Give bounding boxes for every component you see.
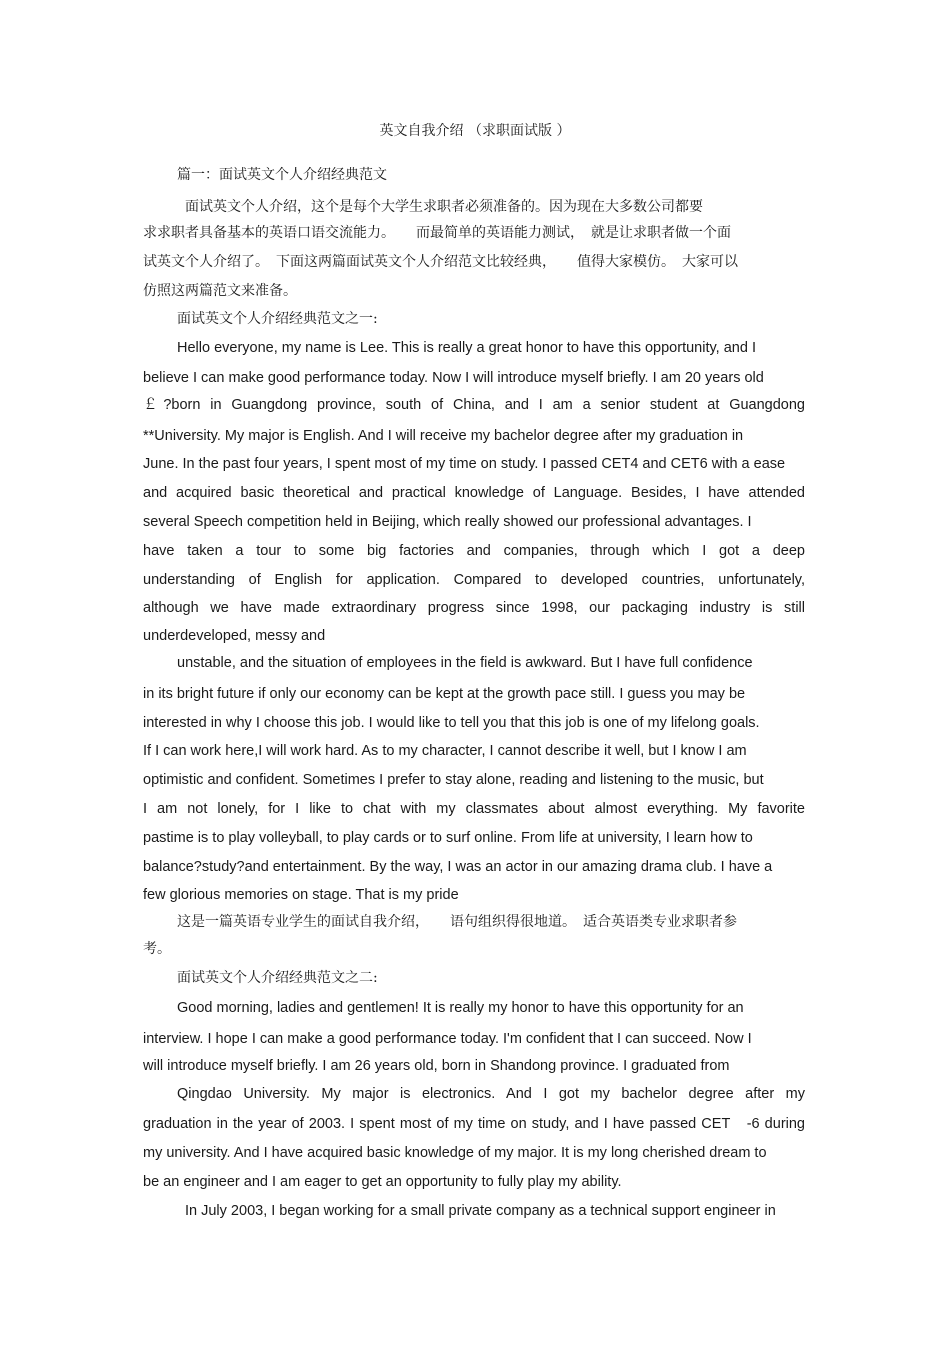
sample-one-line: have taken a tour to some big factories and companies, through which I got a deep xyxy=(143,543,805,559)
sample-one-label: 面试英文个人介绍经典范文之一: xyxy=(177,311,378,327)
intro-line: 仿照这两篇范文来准备。 xyxy=(143,283,297,299)
sample-two-label: 面试英文个人介绍经典范文之二: xyxy=(177,970,378,986)
sample-two-line: interview. I hope I can make a good performance today. I'm confident that I can succeed. Now I xyxy=(143,1031,752,1047)
sample-one-line: several Speech competition held in Beijing, which really showed our professional advantages. I xyxy=(143,514,752,530)
sample-one-line: pastime is to play volleyball, to play cards or to surf online. From life at university, I learn how to xyxy=(143,830,753,846)
sample-one-line: unstable, and the situation of employees in the field is awkward. But I have full confidence xyxy=(177,655,753,671)
sample-one-line: June. In the past four years, I spent most of my time on study. I passed CET4 and CET6 with a ease xyxy=(143,456,786,472)
sample-one-line: underdeveloped, messy and xyxy=(143,628,326,644)
intro-line: 试英文个人介绍了。 下面这两篇面试英文个人介绍范文比较经典， 值得大家模仿。 大家可以 xyxy=(143,254,738,270)
sample-one-line: understanding of English for application. Compared to developed countries, unfortunately, xyxy=(143,572,805,588)
document-title: 英文自我介绍 （求职面试版 ） xyxy=(379,123,571,139)
sample-two-line: be an engineer and I am eager to get an opportunity to fully play my ability. xyxy=(143,1174,622,1190)
sample-two-line: Qingdao University. My major is electronics. And I got my bachelor degree after my xyxy=(177,1086,805,1102)
sample-one-line: few glorious memories on stage. That is my pride xyxy=(143,887,459,903)
sample-one-line: ￡?born in Guangdong province, south of China, and I am a senior student at Guangdong xyxy=(143,397,805,413)
sample-one-line: balance?study?and entertainment. By the way, I was an actor in our amazing drama club. I have a xyxy=(143,859,773,875)
sample-one-line: and acquired basic theoretical and practical knowledge of Language. Besides, I have attended xyxy=(143,485,805,501)
sample-two-line: graduation in the year of 2003. I spent most of my time on study, and I have passed CET -6 during xyxy=(143,1116,805,1132)
sample-one-line: Hello everyone, my name is Lee. This is really a great honor to have this opportunity, and I xyxy=(177,340,756,356)
intro-line: 面试英文个人介绍，这个是每个大学生求职者必须准备的。因为现在大多数公司都要 xyxy=(185,199,703,215)
sample-one-line: I am not lonely, for I like to chat with my classmates about almost everything. My favorite xyxy=(143,801,805,817)
sample-two-line: my university. And I have acquired basic knowledge of my major. It is my long cherished dream to xyxy=(143,1145,767,1161)
sample-one-line: optimistic and confident. Sometimes I prefer to stay alone, reading and listening to the music, but xyxy=(143,772,764,788)
sample-two-line: Good morning, ladies and gentlemen! It is really my honor to have this opportunity for an xyxy=(177,1000,744,1016)
sample-one-line: interested in why I choose this job. I would like to tell you that this job is one of my lifelong goals. xyxy=(143,715,760,731)
sample-one-line: in its bright future if only our economy can be kept at the growth pace still. I guess you may be xyxy=(143,686,746,702)
intro-line: 求求职者具备基本的英语口语交流能力。 而最简单的英语能力测试， 就是让求职者做一个面 xyxy=(143,225,731,241)
sample-one-line: **University. My major is English. And I will receive my bachelor degree after my graduation in xyxy=(143,428,744,444)
sample-one-line: believe I can make good performance today. Now I will introduce myself briefly. I am 20 years old xyxy=(143,370,764,386)
comment-line: 这是一篇英语专业学生的面试自我介绍， 语句组织得很地道。 适合英语类专业求职者参 xyxy=(177,914,737,930)
comment-line: 考。 xyxy=(143,941,171,957)
sample-two-line: will introduce myself briefly. I am 26 years old, born in Shandong province. I graduated from xyxy=(143,1058,730,1074)
sample-two-line: In July 2003, I began working for a small private company as a technical support engineer in xyxy=(185,1203,776,1219)
sample-one-line: If I can work here,I will work hard. As to my character, I cannot describe it well, but I know I am xyxy=(143,743,747,759)
sample-one-line: although we have made extraordinary progress since 1998, our packaging industry is still xyxy=(143,600,805,616)
section-heading: 篇一：面试英文个人介绍经典范文 xyxy=(177,167,387,183)
